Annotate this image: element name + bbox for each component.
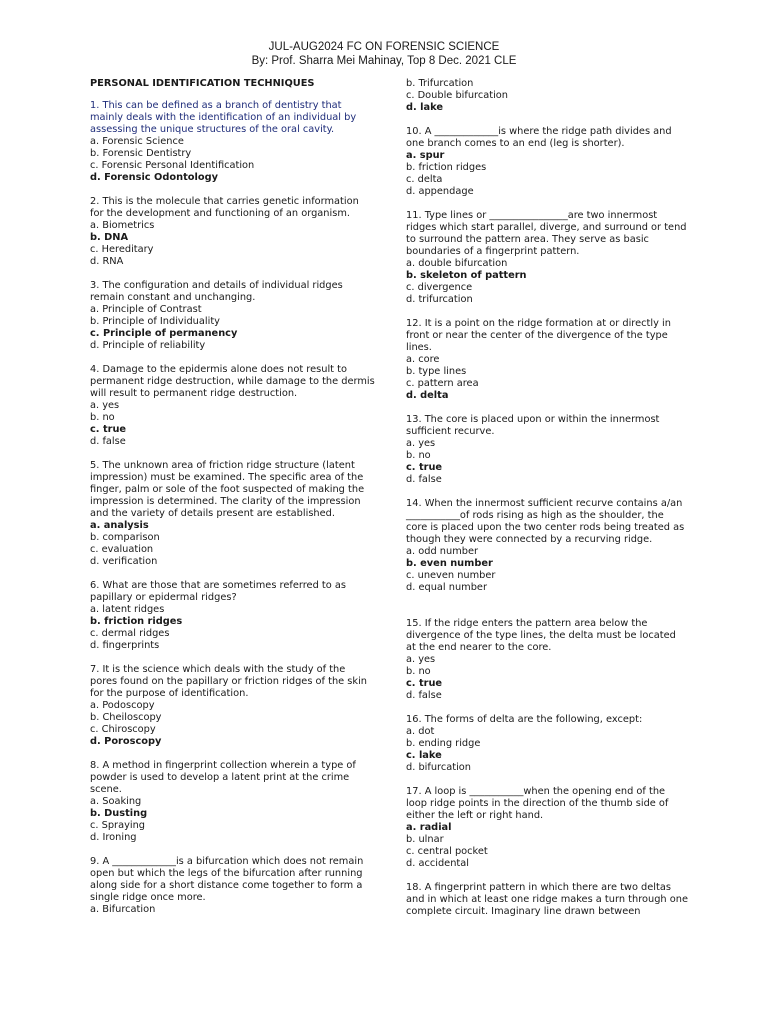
choice-option: c. central pocket bbox=[406, 846, 488, 857]
right-column bbox=[406, 78, 692, 930]
question-item bbox=[406, 498, 688, 594]
answer-option: c. true bbox=[406, 678, 443, 689]
question-text: 8. A method in fingerprint collection wherein a type of powder is used to develop a latent print at the crime scene. bbox=[90, 760, 359, 795]
question-text: 14. When the innermost sufficient recurve contains a/an ___________of rods rising as high as the shoulder, the core is placed upon the two center rods being treated as though they were connected by a recurving ridge. bbox=[406, 498, 688, 545]
question-text: 5. The unknown area of friction ridge structure (latent impression) must be examined. The specific area of the finger, palm or sole of the foot suspected of making the impression is determined. The clarity of the impression and the variety of details present are established. bbox=[90, 460, 368, 519]
choice-option: b. ending ridge bbox=[406, 738, 481, 749]
choice-option: a. yes bbox=[406, 438, 436, 449]
answer-option: b. even number bbox=[406, 558, 493, 569]
question-text: 10. A _____________is where the ridge path divides and one branch comes to an end (leg is shorter). bbox=[406, 126, 675, 149]
choice-option: c. divergence bbox=[406, 282, 473, 293]
choice-option: c. pattern area bbox=[406, 378, 479, 389]
question-item bbox=[406, 414, 688, 486]
choice-option: b. Forensic Dentistry bbox=[90, 148, 192, 159]
question-text: 9. A _____________is a bifurcation which does not remain open but which the legs of the bifurcation after running along side for a short distance come together to form a single ridge once more. bbox=[90, 856, 367, 903]
choice-option: a. yes bbox=[406, 654, 436, 665]
question-text: 17. A loop is ___________when the opening end of the loop ridge points in the direction of the thumb side of either the left or right hand. bbox=[406, 786, 672, 821]
choice-option: a. Bifurcation bbox=[90, 904, 156, 915]
question-item bbox=[90, 100, 375, 184]
choice-option: b. Principle of Individuality bbox=[90, 316, 220, 327]
question-item bbox=[406, 318, 688, 402]
choice-option: b. Cheiloscopy bbox=[90, 712, 162, 723]
question-item bbox=[90, 280, 375, 352]
answer-option: a. spur bbox=[406, 150, 445, 161]
choice-option: c. Hereditary bbox=[90, 244, 154, 255]
choice-option: c. uneven number bbox=[406, 570, 496, 581]
question-item bbox=[406, 210, 688, 306]
choice-option: c. Chiroscopy bbox=[90, 724, 156, 735]
question-item bbox=[406, 786, 688, 870]
choice-option: d. verification bbox=[90, 556, 158, 567]
choice-option: d. fingerprints bbox=[90, 640, 160, 651]
answer-option: d. lake bbox=[406, 102, 444, 113]
choice-option: b. no bbox=[90, 412, 115, 423]
choice-option: c. dermal ridges bbox=[90, 628, 170, 639]
page-header bbox=[0, 40, 768, 68]
choice-option: c. evaluation bbox=[90, 544, 154, 555]
section-title: PERSONAL IDENTIFICATION TECHNIQUES bbox=[90, 78, 315, 89]
choice-option: d. equal number bbox=[406, 582, 487, 593]
choice-option: a. Soaking bbox=[90, 796, 142, 807]
choice-option: c. delta bbox=[406, 174, 443, 185]
answer-option: b. friction ridges bbox=[90, 616, 183, 627]
question-item bbox=[90, 196, 375, 268]
choice-option: a. Podoscopy bbox=[90, 700, 155, 711]
choice-option: a. double bifurcation bbox=[406, 258, 508, 269]
question-item bbox=[90, 664, 375, 748]
answer-option: c. lake bbox=[406, 750, 442, 761]
answer-option: c. true bbox=[406, 462, 443, 473]
left-column bbox=[90, 78, 378, 928]
choice-option: a. Forensic Science bbox=[90, 136, 184, 147]
choice-option: d. false bbox=[406, 474, 442, 485]
answer-option: d. Forensic Odontology bbox=[90, 172, 218, 183]
question-text: 2. This is the molecule that carries genetic information for the development and functioning of an organism. bbox=[90, 196, 362, 219]
choice-option: a. core bbox=[406, 354, 440, 365]
question-item bbox=[406, 618, 688, 702]
choice-option: b. friction ridges bbox=[406, 162, 487, 173]
choice-option: a. Principle of Contrast bbox=[90, 304, 202, 315]
answer-option: b. skeleton of pattern bbox=[406, 270, 527, 281]
choice-option: a. latent ridges bbox=[90, 604, 165, 615]
choice-option: b. type lines bbox=[406, 366, 467, 377]
question-text: 16. The forms of delta are the following, except: bbox=[406, 714, 643, 725]
question-text: 15. If the ridge enters the pattern area below the divergence of the type lines, the delta must be located at the end nearer to the core. bbox=[406, 618, 679, 653]
question-item bbox=[406, 78, 688, 114]
choice-option: d. trifurcation bbox=[406, 294, 473, 305]
question-text: 13. The core is placed upon or within the innermost sufficient recurve. bbox=[406, 414, 663, 437]
choice-option: a. yes bbox=[90, 400, 120, 411]
question-text: 3. The configuration and details of individual ridges remain constant and unchanging. bbox=[90, 280, 346, 303]
choice-option: a. Biometrics bbox=[90, 220, 155, 231]
question-item bbox=[406, 882, 692, 918]
answer-option: d. Poroscopy bbox=[90, 736, 162, 747]
question-text: 11. Type lines or ________________are two innermost ridges which start parallel, diverge, and surround or tend to surround the pattern area. They serve as basic boundaries of a fingerprint pattern. bbox=[406, 210, 690, 257]
question-text: 18. A fingerprint pattern in which there are two deltas and in which at least one ridge makes a turn through one complete circuit. Imaginary line drawn between bbox=[406, 882, 692, 917]
document-title: JUL-AUG2024 FC ON FORENSIC SCIENCE bbox=[268, 41, 500, 53]
choice-option: b. no bbox=[406, 450, 431, 461]
answer-option: a. analysis bbox=[90, 520, 149, 531]
choice-option: d. Principle of reliability bbox=[90, 340, 206, 351]
question-text: 4. Damage to the epidermis alone does not result to permanent ridge destruction, while damage to the dermis will result to permanent ridge destruction. bbox=[90, 364, 378, 399]
choice-option: d. RNA bbox=[90, 256, 124, 267]
question-item bbox=[90, 460, 375, 568]
question-text: 7. It is the science which deals with the study of the pores found on the papillary or friction ridges of the skin for the purpose of identification. bbox=[90, 664, 371, 699]
question-text: 6. What are those that are sometimes referred to as papillary or epidermal ridges? bbox=[90, 580, 350, 603]
choice-option: d. false bbox=[90, 436, 126, 447]
choice-option: b. no bbox=[406, 666, 431, 677]
question-item bbox=[90, 760, 375, 844]
question-item bbox=[90, 580, 375, 652]
question-item bbox=[90, 364, 378, 448]
choice-option: d. accidental bbox=[406, 858, 469, 869]
choice-option: c. Double bifurcation bbox=[406, 90, 509, 101]
question-item bbox=[406, 126, 688, 198]
answer-option: b. Dusting bbox=[90, 808, 148, 819]
choice-option: b. Trifurcation bbox=[406, 78, 474, 89]
choice-option: d. false bbox=[406, 690, 442, 701]
answer-option: d. delta bbox=[406, 390, 449, 401]
choice-option: b. ulnar bbox=[406, 834, 444, 845]
choice-option: d. Ironing bbox=[90, 832, 137, 843]
question-item bbox=[406, 714, 688, 774]
document-author: By: Prof. Sharra Mei Mahinay, Top 8 Dec. 2021 CLE bbox=[251, 55, 517, 67]
choice-option: c. Spraying bbox=[90, 820, 146, 831]
answer-option: b. DNA bbox=[90, 232, 129, 243]
question-text: 12. It is a point on the ridge formation at or directly in front or near the center of the divergence of the type lines. bbox=[406, 318, 675, 353]
choice-option: d. bifurcation bbox=[406, 762, 472, 773]
choice-option: a. odd number bbox=[406, 546, 479, 557]
choice-option: b. comparison bbox=[90, 532, 160, 543]
choice-option: c. Forensic Personal Identification bbox=[90, 160, 255, 171]
answer-option: a. radial bbox=[406, 822, 452, 833]
answer-option: c. true bbox=[90, 424, 127, 435]
answer-option: c. Principle of permanency bbox=[90, 328, 238, 339]
question-item bbox=[90, 856, 375, 916]
choice-option: d. appendage bbox=[406, 186, 474, 197]
choice-option: a. dot bbox=[406, 726, 435, 737]
question-text: 1. This can be defined as a branch of dentistry that mainly deals with the identification of an individual by assessing the unique structures of the oral cavity. bbox=[90, 100, 360, 135]
